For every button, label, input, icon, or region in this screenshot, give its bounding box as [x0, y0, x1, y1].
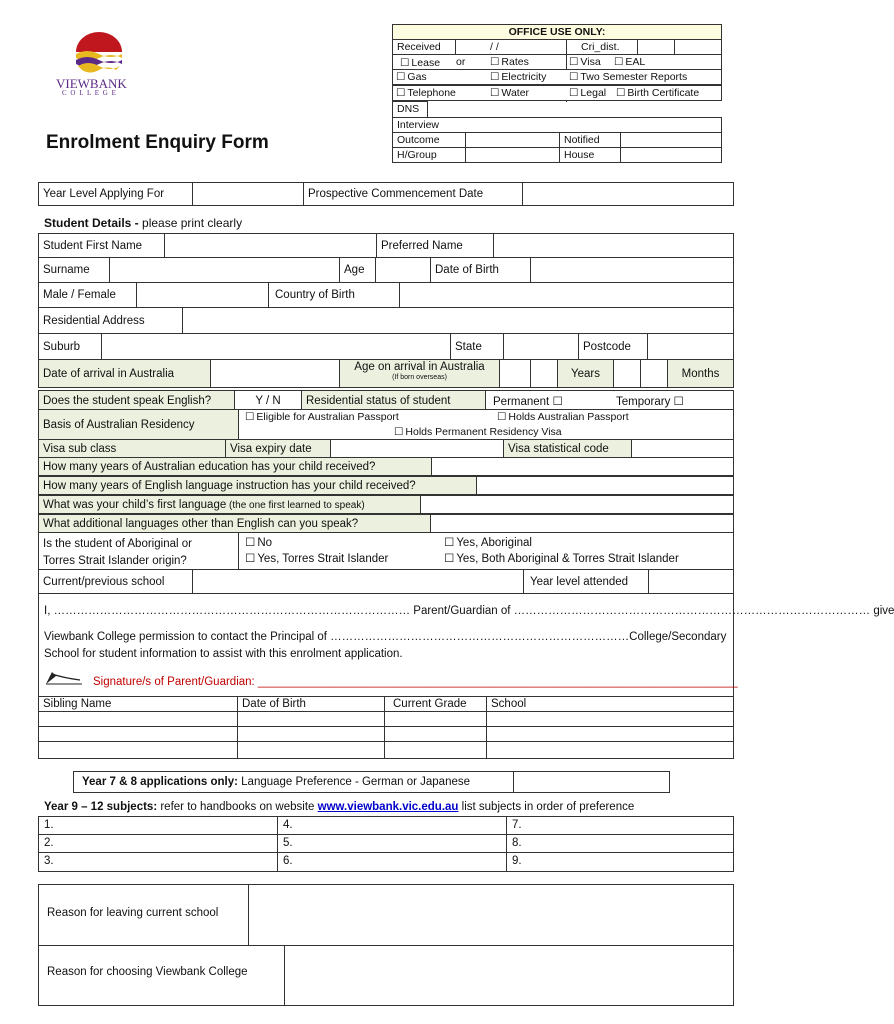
office-heading: OFFICE USE ONLY: [392, 24, 722, 40]
additional-languages-label: What additional languages other than English can you speak? [38, 514, 431, 533]
arrival-months-field-2[interactable] [640, 359, 668, 388]
consent-line-2: Viewbank College permission to contact the Principal of ……………………………………………………………………College/Secondary [44, 631, 727, 643]
eal-checkbox[interactable]: ☐ EAL [614, 56, 645, 68]
notified-label: Notified [559, 132, 621, 148]
legal-checkbox[interactable]: ☐ Legal [569, 87, 606, 99]
interview-label: Interview [392, 117, 722, 133]
sibling-row-1-name[interactable] [38, 711, 238, 727]
additional-languages-field[interactable] [430, 514, 734, 533]
two-semester-checkbox[interactable]: ☐ Two Semester Reports [569, 71, 687, 83]
logo-sub: C O L L E G E [62, 89, 117, 97]
years-aus-education-field[interactable] [431, 457, 734, 476]
house-field[interactable] [620, 147, 722, 163]
subject-preference-1[interactable]: 1. [38, 816, 278, 835]
year-attended-field[interactable] [648, 569, 734, 594]
visa-stat-label: Visa statistical code [503, 439, 632, 458]
gas-checkbox[interactable]: ☐ Gas [396, 71, 427, 83]
atsi-both-checkbox[interactable]: ☐ Yes, Both Aboriginal & Torres Strait Islander [444, 551, 679, 565]
cri-dist-field-1[interactable] [637, 39, 675, 55]
sibling-row-1-dob[interactable] [237, 711, 385, 727]
first-language-field[interactable] [420, 495, 734, 514]
years-label: Years [557, 359, 614, 388]
eligible-passport-checkbox[interactable]: ☐ Eligible for Australian Passport [245, 411, 399, 423]
holds-permanent-checkbox[interactable]: ☐ Holds Permanent Residency Visa [394, 426, 562, 438]
sibling-row-3-grade[interactable] [384, 741, 487, 759]
year-attended-label: Year level attended [523, 569, 649, 594]
visa-stat-field[interactable] [631, 439, 734, 458]
first-name-label: Student First Name [38, 233, 165, 258]
age-label: Age [339, 257, 376, 283]
if-overseas-note: (If born overseas) [392, 374, 447, 382]
cri-dist-field-2[interactable] [674, 39, 722, 55]
preferred-name-field[interactable] [493, 233, 734, 258]
consent-line-1: I, ………………………………………………………………………………… Parent/Guardian of ………………………………………………………………………………… give [44, 605, 894, 617]
subject-preference-9[interactable]: 9. [506, 852, 734, 872]
age-field[interactable] [375, 257, 431, 283]
reason-leaving-field[interactable] [248, 884, 734, 946]
notified-field[interactable] [620, 132, 722, 148]
residential-status-label: Residential status of student [301, 390, 486, 410]
age-arrival-label: Age on arrival in Australia (If born overseas) [339, 359, 500, 388]
postcode-field[interactable] [647, 333, 734, 360]
speak-english-label: Does the student speak English? [38, 390, 235, 410]
speak-english-yn-field[interactable]: Y / N [234, 390, 302, 410]
country-label: Country of Birth [268, 282, 400, 308]
electricity-checkbox[interactable]: ☐ Electricity [490, 71, 546, 83]
years-aus-education-label: How many years of Australian education has your child received? [38, 457, 432, 476]
subject-preference-2[interactable]: 4. [277, 816, 507, 835]
current-school-label: Current/previous school [38, 569, 193, 594]
atsi-label: Is the student of Aboriginal or Torres Strait Islander origin? [38, 532, 239, 570]
current-school-field[interactable] [192, 569, 524, 594]
subject-preference-7[interactable]: 3. [38, 852, 278, 872]
sibling-row-3-name[interactable] [38, 741, 238, 759]
arrival-date-label: Date of arrival in Australia [38, 359, 211, 388]
suburb-field[interactable] [101, 333, 451, 360]
student-details-heading: Student Details - please print clearly [44, 216, 243, 230]
received-label: Received [392, 39, 456, 55]
sibling-grade-header: Current Grade [384, 696, 487, 712]
address-label: Residential Address [38, 307, 183, 334]
sibling-row-1-school[interactable] [486, 711, 734, 727]
gender-field[interactable] [136, 282, 269, 308]
postcode-label: Postcode [578, 333, 648, 360]
telephone-checkbox[interactable]: ☐ Telephone [396, 87, 456, 99]
hgroup-label: H/Group [392, 147, 466, 163]
sibling-row-2-grade[interactable] [384, 726, 487, 742]
reason-leaving-label: Reason for leaving current school [38, 884, 249, 946]
subject-preference-3[interactable]: 7. [506, 816, 734, 835]
gender-label: Male / Female [38, 282, 137, 308]
visa-subclass-label: Visa sub class [38, 439, 226, 458]
country-field[interactable] [399, 282, 734, 308]
page-title: Enrolment Enquiry Form [46, 132, 269, 153]
first-language-label: What was your child’s first language (the one first learned to speak) [38, 495, 421, 514]
years-english-label: How many years of English language instruction has your child received? [38, 476, 477, 495]
subject-preference-4[interactable]: 2. [38, 834, 278, 853]
website-link[interactable]: www.viewbank.vic.edu.au [317, 801, 459, 813]
address-field[interactable] [182, 307, 734, 334]
water-checkbox[interactable]: ☐ Water [490, 87, 529, 99]
hgroup-field[interactable] [465, 147, 560, 163]
cri-dist-label: Cri_dist. [566, 39, 638, 55]
sibling-row-3-dob[interactable] [237, 741, 385, 759]
year-level-field[interactable] [192, 182, 304, 206]
basis-residency-label: Basis of Australian Residency [38, 409, 239, 440]
arrival-date-field[interactable] [210, 359, 340, 388]
dob-field[interactable] [530, 257, 734, 283]
birth-cert-checkbox[interactable]: ☐ Birth Certificate [616, 87, 699, 99]
sibling-row-1-grade[interactable] [384, 711, 487, 727]
or-label: or [456, 56, 466, 68]
permanent-checkbox[interactable]: Permanent ☐ [493, 396, 563, 408]
state-field[interactable] [503, 333, 579, 360]
lease-checkbox[interactable]: ☐ Lease [396, 56, 444, 70]
outcome-label: Outcome [392, 132, 466, 148]
language-preference-label: Year 7 & 8 applications only: Language Preference - German or Japanese [73, 771, 514, 793]
language-preference-field[interactable] [513, 771, 670, 793]
sibling-row-3-school[interactable] [486, 741, 734, 759]
arrival-years-field-2[interactable] [530, 359, 558, 388]
visa-expiry-field[interactable] [330, 439, 504, 458]
temporary-checkbox[interactable]: Temporary ☐ [616, 396, 684, 408]
outcome-field[interactable] [465, 132, 560, 148]
visa-checkbox[interactable]: ☐ Visa [569, 56, 601, 68]
signature-line[interactable]: Signature/s of Parent/Guardian: ___________________________________________________________________________ [93, 676, 738, 688]
dob-label: Date of Birth [430, 257, 531, 283]
sibling-row-2-school[interactable] [486, 726, 734, 742]
state-label: State [450, 333, 504, 360]
subject-preference-6[interactable]: 8. [506, 834, 734, 853]
sibling-name-header: Sibling Name [38, 696, 238, 712]
reason-choosing-label: Reason for choosing Viewbank College [38, 945, 285, 1006]
pen-icon [44, 668, 84, 686]
atsi-aboriginal-checkbox[interactable]: ☐ Yes, Aboriginal [444, 535, 532, 549]
rates-checkbox[interactable]: ☐ Rates [490, 56, 529, 68]
subject-preference-8[interactable]: 6. [277, 852, 507, 872]
atsi-tsi-checkbox[interactable]: ☐ Yes, Torres Strait Islander [245, 551, 388, 565]
arrival-years-field-1[interactable] [499, 359, 531, 388]
months-label: Months [667, 359, 734, 388]
arrival-months-field-1[interactable] [613, 359, 641, 388]
sibling-school-header: School [486, 696, 734, 712]
first-name-field[interactable] [164, 233, 377, 258]
received-date-field[interactable]: / / [455, 39, 567, 55]
subject-preference-5[interactable]: 5. [277, 834, 507, 853]
sibling-dob-header: Date of Birth [237, 696, 385, 712]
atsi-no-checkbox[interactable]: ☐ No [245, 535, 272, 549]
dns-label: DNS [392, 101, 428, 118]
house-label: House [559, 147, 621, 163]
year-level-label: Year Level Applying For [38, 182, 193, 206]
commencement-field[interactable] [522, 182, 734, 206]
viewbank-logo-icon [72, 32, 126, 76]
visa-expiry-label: Visa expiry date [225, 439, 331, 458]
logo-name: VIEWBANK [56, 76, 127, 91]
years-english-field[interactable] [476, 476, 734, 495]
preferred-name-label: Preferred Name [376, 233, 494, 258]
suburb-label: Suburb [38, 333, 102, 360]
consent-line-3: School for student information to assist with this enrolment application. [44, 648, 403, 660]
subjects-instructions: Year 9 – 12 subjects: refer to handbooks on website www.viewbank.vic.edu.au list subjects in order of preference [44, 801, 635, 813]
surname-label: Surname [38, 257, 110, 283]
holds-passport-checkbox[interactable]: ☐ Holds Australian Passport [497, 411, 629, 423]
sibling-row-2-dob[interactable] [237, 726, 385, 742]
surname-field[interactable] [109, 257, 340, 283]
commencement-label: Prospective Commencement Date [303, 182, 523, 206]
sibling-row-2-name[interactable] [38, 726, 238, 742]
reason-choosing-field[interactable] [284, 945, 734, 1006]
